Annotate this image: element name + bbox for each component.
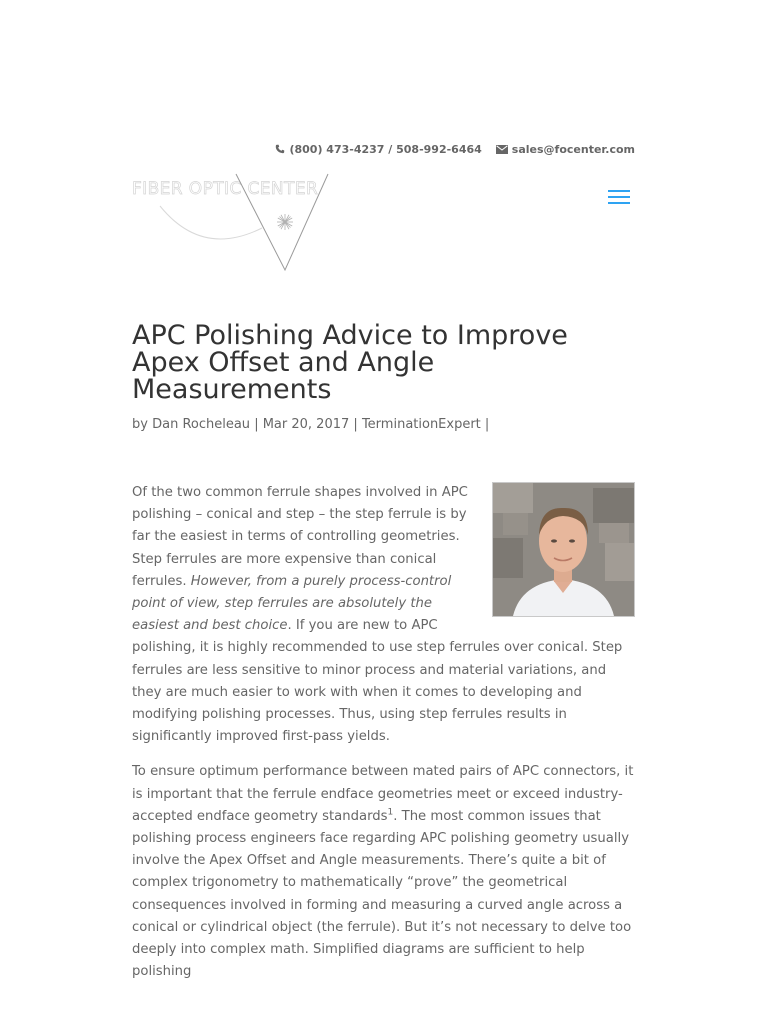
site-logo[interactable] bbox=[132, 170, 332, 275]
meta-by: by bbox=[132, 417, 148, 432]
article-body bbox=[132, 482, 635, 996]
meta-separator: | bbox=[353, 417, 358, 432]
paragraph-text: . The most common issues that polishing process engineers face regarding APC polishing geometry usually involve the Apex Offset and Angle measurements. There’s quite a bit of complex trigonometry to mathematically “prove” the geometrical consequences involved in forming and measuring a curved angle across a conical or cylindrical object (the ferrule). But it’s not necessary to delve too deeply into complex math. Simplified diagrams are sufficient to help polishing bbox=[132, 808, 632, 980]
category-link[interactable]: TerminationExpert bbox=[361, 417, 481, 432]
emphasized-text: However, from a purely process-control point of view, step ferrules are absolutely the easiest and best choice bbox=[132, 573, 452, 634]
logo-graphic bbox=[132, 170, 332, 275]
author-link[interactable]: Dan Rocheleau bbox=[152, 417, 251, 432]
page-title: APC Polishing Advice to Improve Apex Offset and Angle Measurements bbox=[132, 320, 568, 405]
phone-number: (800) 473-4237 / 508-992-6464 bbox=[289, 142, 482, 156]
paragraph-text: Of the two common ferrule shapes involved in APC polishing – conical and step – the step ferrule is by far the easiest in terms of controlling geometries. Step ferrules are more expensive than conical ferrules. bbox=[132, 485, 468, 589]
author-portrait-image bbox=[493, 483, 634, 616]
post-date: Mar 20, 2017 bbox=[262, 417, 350, 432]
menu-icon[interactable] bbox=[608, 190, 630, 208]
author-photo bbox=[492, 482, 635, 617]
paragraph bbox=[132, 761, 635, 983]
phone-link[interactable] bbox=[275, 143, 481, 156]
phone-icon bbox=[275, 144, 285, 154]
post-meta bbox=[132, 416, 635, 434]
paragraph-text: To ensure optimum performance between mated pairs of APC connectors, it is important that the ferrule endface geometries meet or exceed industry-accepted endface geometry standards bbox=[132, 764, 634, 824]
envelope-icon bbox=[496, 145, 508, 154]
top-contact-bar bbox=[132, 140, 635, 158]
email-address: sales@focenter.com bbox=[511, 142, 635, 156]
paragraph-text: . If you are new to APC polishing, it is highly recommended to use step ferrules over conical. Step ferrules are less sensitive to minor process and material variations, and they are much easier to work with when it comes to developing and modifying polishing processes. Thus, using step ferrules results in significantly improved first-pass yields. bbox=[132, 618, 623, 745]
svg-text:FIBER OPTIC CENTER: FIBER OPTIC CENTER bbox=[132, 179, 319, 199]
email-link[interactable] bbox=[496, 143, 635, 156]
footnote-marker: 1 bbox=[387, 807, 394, 818]
meta-separator: | bbox=[484, 417, 490, 432]
meta-separator: | bbox=[254, 417, 259, 432]
